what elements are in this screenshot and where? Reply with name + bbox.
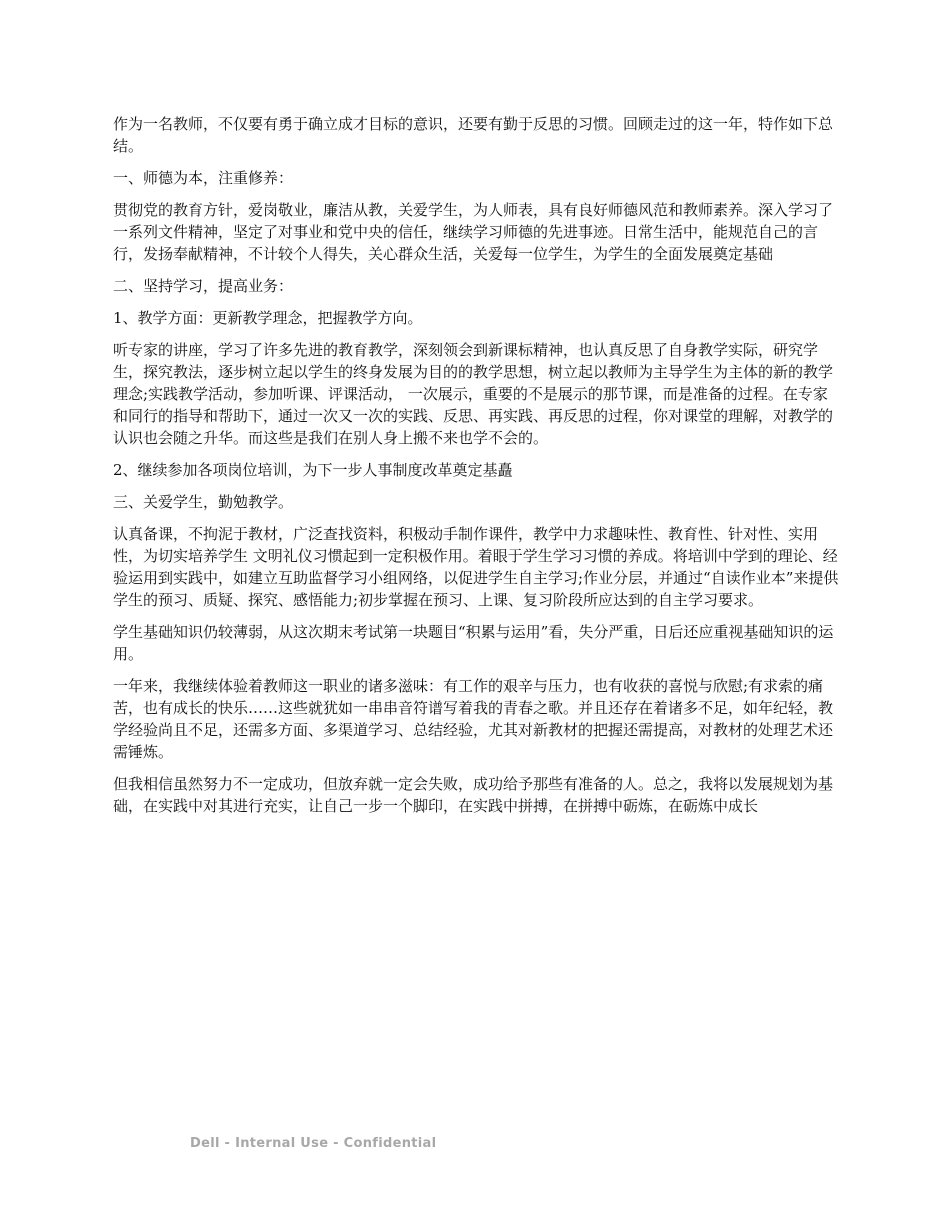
body-paragraph: 认真备课，不拘泥于教材，广泛查找资料，积极动手制作课件，教学中力求趣味性、教育性、针对性、实用性，为切实培养学生 文明礼仪习惯起到一定积极作用。着眼于学生学习习惯的养成。将培训中学到的理论、经验运用到实践中，如建立互助监督学习小组网络，以促进学生自主学习;作业分层，并通过“自读作业本”来提供学生的预习、质疑、探究、感悟能力;初步掌握在预习、上课、复习阶段所应达到的自主学习要求。 [113, 525, 839, 609]
confidentiality-footer: Dell - Internal Use - Confidential [190, 1136, 437, 1151]
subsection-heading-2: 2、继续参加各项岗位培训，为下一步人事制度改革奠定基矗 [113, 461, 513, 479]
section-heading-1: 一、师德为本，注重修养： [113, 169, 294, 187]
body-paragraph: 学生基础知识仍较薄弱，从这次期末考试第一块题目“积累与运用”看，失分严重，日后还应重视基础知识的运用。 [113, 623, 834, 663]
document-body [113, 113, 841, 827]
subsection-heading-1: 1、教学方面：更新教学理念，把握教学方向。 [113, 309, 423, 327]
body-paragraph: 听专家的讲座，学习了许多先进的教育教学，深刻领会到新课标精神，也认真反思了自身教学实际，研究学生，探究教法，逐步树立起以学生的终身发展为目的的教学思想，树立起以教师为主导学生为主体的新的教学理念;实践教学活动，参加听课、评课活动， 一次展示，重要的不是展示的那节课，而是准备的过程。在专家和同行的指导和帮助下，通过一次又一次的实践、反思、再实践、再反思的过程，你对课堂的理解，对教学的认识也会随之升华。而这些是我们在别人身上搬不来也学不会的。 [113, 341, 834, 447]
body-paragraph: 一年来，我继续体验着教师这一职业的诸多滋味：有工作的艰辛与压力，也有收获的喜悦与欣慰;有求索的痛苦，也有成长的快乐……这些就犹如一串串音符谱写着我的青春之歌。并且还存在着诸多不足，如年纪轻，教学经验尚且不足，还需多方面、多渠道学习、总结经验，尤其对新教材的把握还需提高，对教材的处理艺术还需锤炼。 [113, 677, 834, 761]
closing-paragraph: 但我相信虽然努力不一定成功，但放弃就一定会失败，成功给予那些有准备的人。总之，我将以发展规划为基础，在实践中对其进行充实，让自己一步一个脚印，在实践中拼搏，在拼搏中砺炼，在砺炼中成长 [113, 775, 834, 815]
intro-paragraph: 作为一名教师，不仅要有勇于确立成才目标的意识，还要有勤于反思的习惯。回顾走过的这一年，特作如下总结。 [113, 115, 834, 155]
body-paragraph: 贯彻党的教育方针，爱岗敬业，廉洁从教，关爱学生，为人师表，具有良好师德风范和教师素养。深入学习了一系列文件精神，坚定了对事业和党中央的信任，继续学习师德的先进事迹。日常生活中，能规范自己的言行，发扬奉献精神，不计较个人得失，关心群众生活，关爱每一位学生，为学生的全面发展奠定基础 [113, 201, 834, 263]
section-heading-3: 三、关爱学生，勤勉教学。 [113, 493, 294, 511]
section-heading-2: 二、坚持学习，提高业务： [113, 277, 294, 295]
